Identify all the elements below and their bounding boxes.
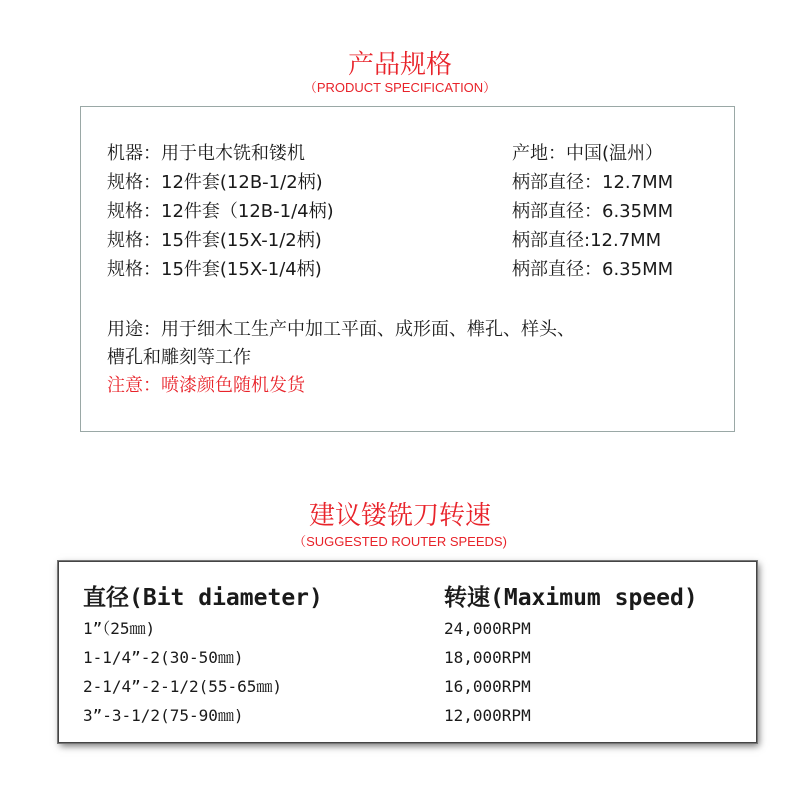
- spec-origin-line: 产地：中国(温州）: [512, 143, 664, 164]
- diameter-cell: 2-1/4”-2-1/2(55-65㎜): [83, 677, 283, 696]
- spec-size-line-1: 规格：12件套(12B-1/2柄): [107, 172, 323, 193]
- speed-cell: 12,000RPM: [444, 706, 531, 725]
- spec-size-line-4: 规格：15件套(15X-1/4柄): [107, 259, 322, 280]
- spec-size-line-3: 规格：15件套(15X-1/2柄): [107, 230, 322, 251]
- spec-machine-line: 机器：用于电木铣和镂机: [107, 143, 305, 164]
- speed-cell: 24,000RPM: [444, 619, 531, 638]
- spec-subtitle: （PRODUCT SPECIFICATION）: [303, 80, 497, 95]
- spec-box: [80, 106, 735, 432]
- spec-shank-line-4: 柄部直径：6.35MM: [512, 259, 674, 280]
- speed-cell: 18,000RPM: [444, 648, 531, 667]
- spec-note: 注意：喷漆颜色随机发货: [107, 375, 305, 396]
- spec-usage-line-1: 用途：用于细木工生产中加工平面、成形面、榫孔、样头、: [107, 319, 575, 340]
- spec-title: 产品规格: [347, 50, 452, 80]
- diameter-header: 直径(Bit diameter): [83, 585, 323, 611]
- speed-cell: 16,000RPM: [444, 677, 531, 696]
- spec-shank-line-2: 柄部直径：6.35MM: [512, 201, 674, 222]
- speed-header: 转速(Maximum speed): [444, 585, 698, 611]
- spec-size-line-2: 规格：12件套（12B-1/4柄): [107, 201, 334, 222]
- diameter-cell: 1-1/4”-2(30-50㎜): [83, 648, 244, 667]
- spec-usage-line-2: 槽孔和雕刻等工作: [107, 347, 251, 368]
- diameter-cell: 1”（25㎜): [83, 619, 156, 638]
- spec-shank-line-3: 柄部直径:12.7MM: [512, 230, 662, 251]
- speeds-table: [58, 561, 757, 743]
- diameter-cell: 3”-3-1/2(75-90㎜): [83, 706, 244, 725]
- speeds-subtitle: （SUGGESTED ROUTER SPEEDS): [293, 534, 507, 549]
- spec-shank-line-1: 柄部直径：12.7MM: [512, 172, 674, 193]
- speeds-title: 建议镂铣刀转速: [308, 501, 491, 531]
